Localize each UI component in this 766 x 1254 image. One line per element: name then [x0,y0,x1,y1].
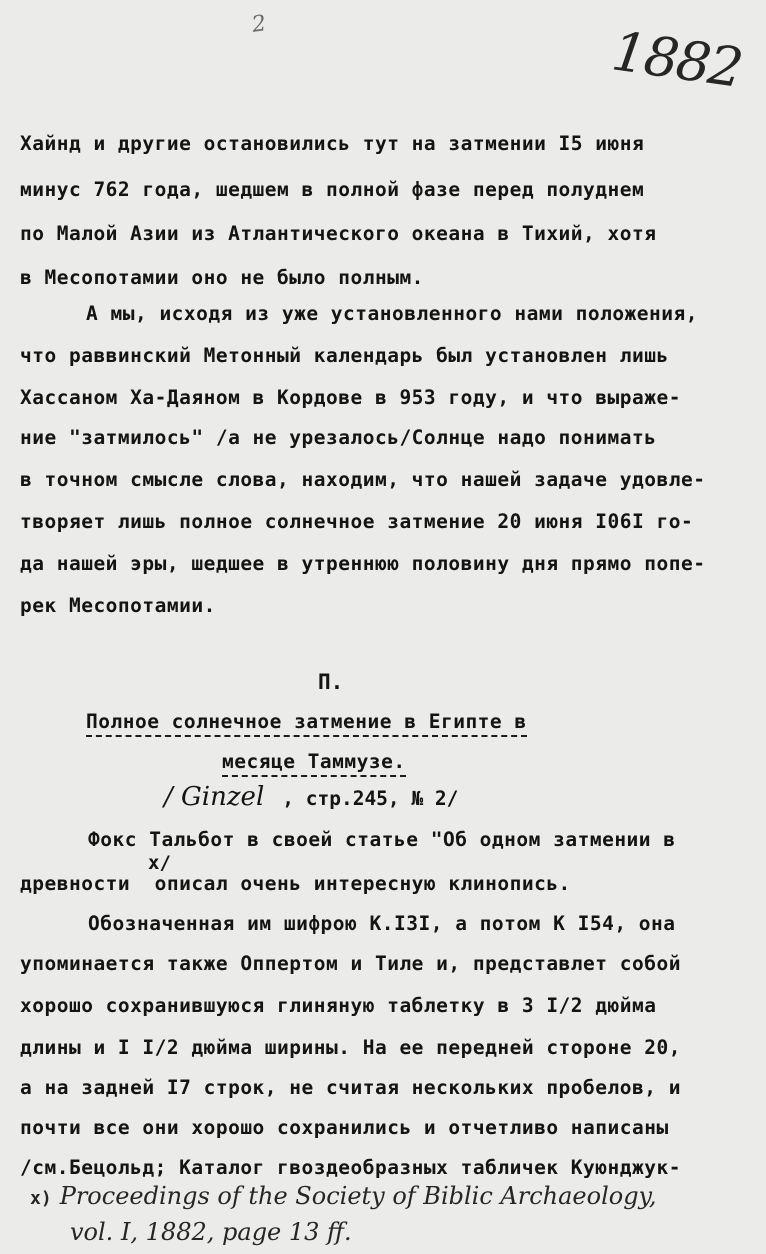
handwritten-author: / Ginzel [164,782,265,812]
text-line: Обозначенная им шифрою К.I3I, а потом К I54, она [88,912,676,935]
text-line: древности описал очень интересную клинопись. [20,872,571,895]
text-line: почти все они хорошо сохранились и отчетливо написаны [20,1116,669,1139]
text-line: что раввинский Метонный календарь был установлен лишь [20,344,669,367]
text-line: творяет лишь полное солнечное затмение 20 июня I06I го- [20,510,694,533]
page-number: 2 [250,11,268,38]
text-line: длины и I I/2 дюйма ширины. На ее передней стороне 20, [20,1036,681,1059]
text-line: А мы, исходя из уже установленного нами положения, [86,302,698,325]
text-line: в Месопотамии оно не было полным. [20,266,424,289]
reference-text: , стр.245, № 2/ [282,787,459,810]
text-line: минус 762 года, шедшем в полной фазе перед полуднем [20,178,645,201]
text-line: /см.Бецольд; Каталог гвоздеобразных табличек Куюнджук- [20,1156,681,1179]
text-line: рек Месопотамии. [20,594,216,617]
text-line: по Малой Азии из Атлантического океана в Тихий, хотя [20,222,657,245]
text-line: а на задней I7 строк, не считая нескольких пробелов, и [20,1076,681,1099]
text-line: Фокс Тальбот в своей статье "Об одном затмении в [88,828,676,851]
text-line: упоминается также Оппертом и Тиле и, представлет собой [20,952,681,975]
section-heading: Полное солнечное затмение в Египте в [86,710,527,737]
footnote-line-2: vol. I, 1882, page 13 ff. [70,1218,352,1246]
text-line: Хассаном Ха-Даяном в Кордове в 953 году, и что выраже- [20,386,681,409]
text-line: ние "затмилось" /а не урезалось/Солнце надо понимать [20,426,657,449]
footnote-line [30,1182,657,1210]
source-reference [164,782,458,812]
text-line: хорошо сохранившуюся глиняную таблетку в 3 I/2 дюйма [20,994,657,1017]
text-line: да нашей эры, шедшее в утреннюю половину дня прямо попе- [20,552,706,575]
footnote-text: Proceedings of the Society of Biblic Archaeology, [59,1182,657,1210]
footnote-mark: x) [30,1188,52,1209]
footnote-marker: x/ [148,852,171,874]
section-number: П. [318,670,344,694]
section-heading-cont: месяце Таммузе. [222,750,406,777]
text-line: Хайнд и другие остановились тут на затмении I5 июня [20,132,645,155]
handwritten-year: 1882 [608,19,746,100]
text-line: в точном смысле слова, находим, что нашей задаче удовле- [20,468,706,491]
